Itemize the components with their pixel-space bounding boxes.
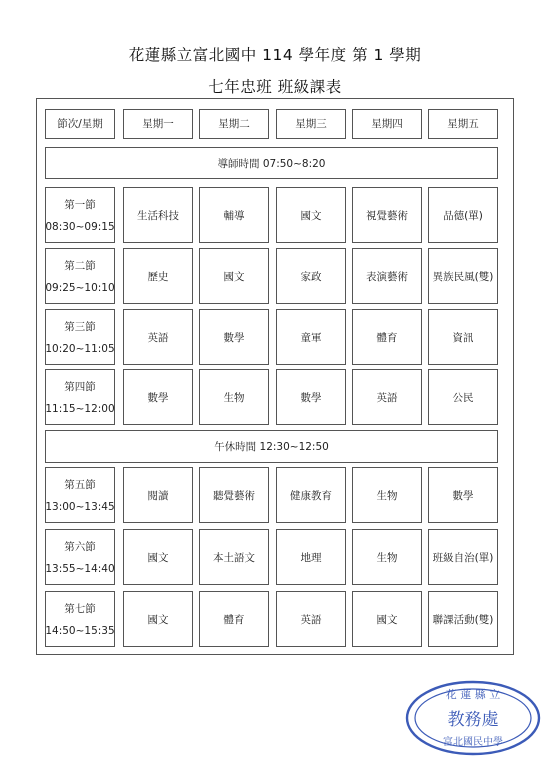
- subject-label: 家政: [300, 270, 322, 283]
- subject-label: 健康教育: [290, 489, 332, 502]
- morning-homeroom-bar: [45, 147, 498, 179]
- period-time: 11:15~12:00: [45, 403, 115, 415]
- header-corner-cell: [45, 109, 115, 139]
- school-seal-stamp: [403, 678, 543, 758]
- header-day-4: [352, 109, 422, 139]
- subject-cell: [428, 187, 498, 243]
- subject-cell: [199, 369, 269, 425]
- subject-label: 英語: [376, 391, 398, 404]
- subject-cell: [352, 529, 422, 585]
- subject-cell: [428, 369, 498, 425]
- header-day-5: [428, 109, 498, 139]
- period-cell: [45, 369, 115, 425]
- day-label: 星期二: [218, 118, 250, 130]
- subject-cell: [428, 309, 498, 365]
- subject-label: 體育: [376, 331, 398, 344]
- corner-label: 節次/星期: [57, 118, 103, 130]
- subject-label: 品德(單): [443, 209, 483, 222]
- period-time: 14:50~15:35: [45, 625, 115, 637]
- header-day-2: [199, 109, 269, 139]
- subject-label: 本土語文: [213, 551, 255, 564]
- subject-cell: [276, 187, 346, 243]
- subject-label: 國文: [223, 270, 245, 283]
- subject-cell: [428, 529, 498, 585]
- subject-label: 地理: [300, 551, 322, 564]
- subject-cell: [276, 248, 346, 304]
- subject-cell: [352, 309, 422, 365]
- subject-label: 英語: [147, 331, 169, 344]
- subject-cell: [352, 248, 422, 304]
- subject-label: 資訊: [452, 331, 474, 344]
- subject-cell: [199, 467, 269, 523]
- period-time: 10:20~11:05: [45, 343, 115, 355]
- subject-cell: [123, 529, 193, 585]
- noon-break-label: 午休時間 12:30~12:50: [214, 441, 329, 453]
- header-day-1: [123, 109, 193, 139]
- period-cell: [45, 309, 115, 365]
- day-label: 星期一: [142, 118, 174, 130]
- period-name: 第一節: [64, 199, 96, 211]
- subject-label: 聯課活動(雙): [432, 613, 494, 626]
- class-timetable-title: 七年忠班 班級課表: [208, 78, 342, 96]
- period-name: 第二節: [64, 260, 96, 272]
- subject-label: 英語: [300, 613, 322, 626]
- subject-label: 國文: [147, 551, 169, 564]
- subject-label: 表演藝術: [366, 270, 408, 283]
- subject-cell: [123, 591, 193, 647]
- subject-label: 數學: [223, 331, 245, 344]
- subject-cell: [276, 309, 346, 365]
- period-name: 第四節: [64, 381, 96, 393]
- subject-cell: [199, 187, 269, 243]
- subject-cell: [199, 591, 269, 647]
- period-name: 第五節: [64, 479, 96, 491]
- subject-cell: [199, 309, 269, 365]
- subject-label: 生物: [376, 489, 398, 502]
- subject-cell: [352, 369, 422, 425]
- subject-label: 閱讀: [147, 489, 169, 502]
- subject-cell: [428, 248, 498, 304]
- subject-label: 數學: [452, 489, 474, 502]
- period-name: 第七節: [64, 603, 96, 615]
- subject-label: 國文: [147, 613, 169, 626]
- subject-cell: [123, 309, 193, 365]
- subject-cell: [123, 187, 193, 243]
- subject-label: 數學: [147, 391, 169, 404]
- subject-label: 異族民風(雙): [432, 270, 494, 283]
- subject-label: 公民: [452, 391, 474, 404]
- subject-label: 體育: [223, 613, 245, 626]
- subject-label: 輔導: [223, 209, 245, 222]
- subject-cell: [352, 591, 422, 647]
- subject-label: 視覺藝術: [366, 209, 408, 222]
- subject-cell: [276, 529, 346, 585]
- period-cell: [45, 467, 115, 523]
- subject-cell: [428, 467, 498, 523]
- subject-cell: [123, 369, 193, 425]
- stamp-center-text: 教務處: [447, 710, 499, 730]
- subject-label: 國文: [300, 209, 322, 222]
- subject-cell: [428, 591, 498, 647]
- subject-cell: [276, 591, 346, 647]
- timetable-frame: [36, 98, 514, 655]
- stamp-bottom-text: 富北國民中學: [443, 737, 503, 748]
- morning-break-label: 導師時間 07:50~8:20: [217, 157, 326, 170]
- header-day-3: [276, 109, 346, 139]
- period-time: 08:30~09:15: [45, 221, 115, 233]
- period-name: 第三節: [64, 321, 96, 333]
- period-time: 13:00~13:45: [45, 501, 115, 513]
- subject-cell: [199, 529, 269, 585]
- period-cell: [45, 591, 115, 647]
- day-label: 星期四: [371, 118, 403, 130]
- period-time: 09:25~10:10: [45, 282, 115, 294]
- subject-label: 生物: [376, 551, 398, 564]
- subject-label: 生活科技: [137, 209, 179, 222]
- school-term-title: 花蓮縣立富北國中 114 學年度 第 1 學期: [128, 46, 422, 64]
- subject-cell: [352, 187, 422, 243]
- day-label: 星期五: [447, 118, 479, 130]
- subject-label: 童軍: [300, 331, 322, 344]
- period-cell: [45, 187, 115, 243]
- period-name: 第六節: [64, 541, 96, 553]
- subject-label: 班級自治(單): [432, 551, 494, 564]
- subject-label: 聽覺藝術: [213, 489, 255, 502]
- subject-label: 數學: [300, 391, 322, 404]
- period-time: 13:55~14:40: [45, 563, 115, 575]
- noon-rest-bar: [45, 430, 498, 463]
- subject-cell: [276, 467, 346, 523]
- subject-cell: [352, 467, 422, 523]
- day-label: 星期三: [295, 118, 327, 130]
- period-cell: [45, 248, 115, 304]
- subject-cell: [276, 369, 346, 425]
- stamp-top-text: 花 蓮 縣 立: [445, 688, 501, 701]
- subject-label: 國文: [376, 613, 398, 626]
- period-cell: [45, 529, 115, 585]
- subject-cell: [123, 467, 193, 523]
- subject-label: 歷史: [147, 270, 169, 283]
- subject-cell: [199, 248, 269, 304]
- subject-label: 生物: [223, 391, 245, 404]
- subject-cell: [123, 248, 193, 304]
